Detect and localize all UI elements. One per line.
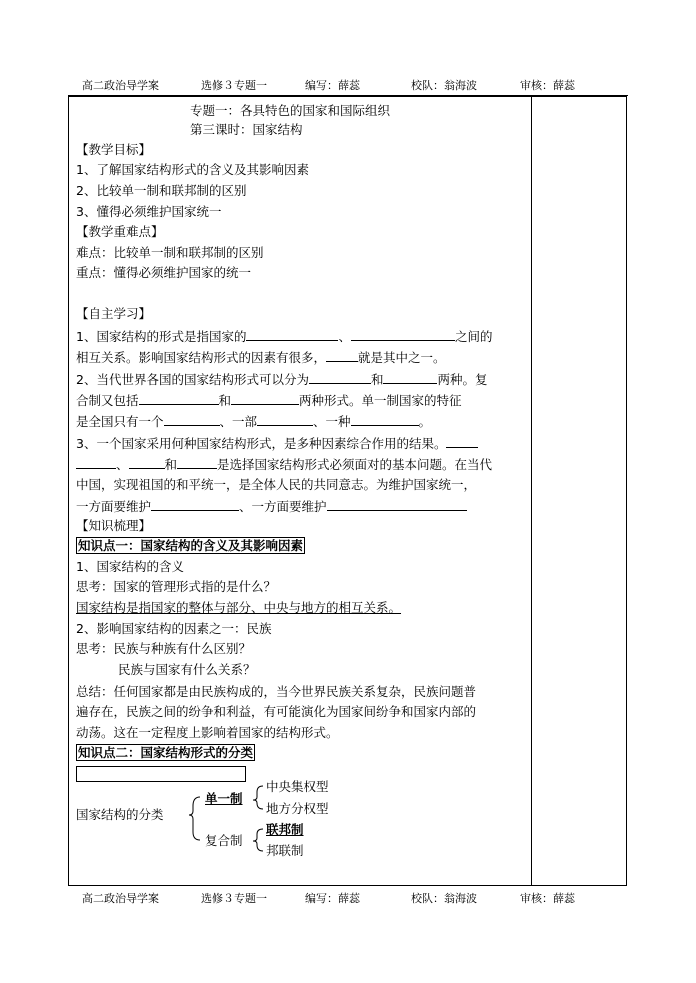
header-reviewer: 校队：翁海波 [411,79,477,92]
knowledge-p1-think: 思考：国家的管理形式指的是什么？ [76,579,277,594]
self-study-q2-line2: 合制又包括 和 两种形式。单一制国家的特征 [76,393,462,408]
tree-unitary-child: 地方分权型 [266,801,329,816]
root-bracket [189,797,200,840]
header-unit: 选修３专题一 [201,79,267,92]
self-study-q1-line1: 1、国家结构的形式是指国家的 、 之间的 [76,329,493,344]
lesson-title: 第三课时：国家结构 [190,122,303,137]
unitary-bracket [253,786,263,809]
objective-item: 2、比较单一制和联邦制的区别 [76,183,247,198]
knowledge-point-2-title: 知识点二：国家结构形式的分类 [78,745,254,760]
footer-editor: 编写：薛蕊 [305,892,360,905]
tree-compound: 复合制 [205,833,243,848]
knowledge-p1-item2: 2、影响国家结构的因素之一：民族 [76,621,272,636]
tree-compound-child: 联邦制 [266,822,304,837]
header-course: 高二政治导学案 [82,79,159,92]
knowledge-point-1-title: 知识点一：国家结构的含义及其影响因素 [78,538,304,553]
tree-unitary-child: 中央集权型 [266,779,329,794]
knowledge-heading: 【知识梳理】 [76,518,152,533]
self-study-q1-line2: 相互关系。影响国家结构形式的因素有很多， 就是其中之一。 [76,350,446,365]
tree-compound-child: 邦联制 [266,843,304,858]
self-study-q2-line3: 是全国只有一个 、一部 、一种 。 [76,414,432,429]
footer-reviewer: 校队：翁海波 [411,892,477,905]
objective-item: 1、了解国家结构形式的含义及其影响因素 [76,162,309,177]
page-footer [68,892,628,908]
key-points-heading: 【教学重难点】 [76,224,164,239]
self-study-q3-line1: 3、一个国家采用何种国家结构形式，是多种因素综合作用的结果。 [76,435,478,452]
knowledge-p1-think3: 民族与国家有什么关系？ [118,662,256,677]
self-study-q2-line1: 2、当代世界各国的国家结构形式可以分为 和 两种。复 [76,372,488,387]
header-editor: 编写：薛蕊 [305,79,360,92]
tree-root: 国家结构的分类 [76,807,164,822]
self-study-q3-line2: 、 和 是选择国家结构形式必须面对的基本问题。在当代 [76,456,492,473]
tree-unitary: 单一制 [205,791,243,806]
objective-item: 3、懂得必须维护国家统一 [76,204,222,219]
summary-line: 总结：任何国家都是由民族构成的，当今世界民族关系复杂，民族问题普 [76,684,477,699]
header-approver: 审核：薛蕊 [520,79,575,92]
self-study-q3-line3: 中国，实现祖国的和平统一，是全体人民的共同意志。为维护国家统一， [76,477,477,492]
topic-title: 专题一：各具特色的国家和国际组织 [190,103,391,118]
footer-unit: 选修３专题一 [201,892,267,905]
key-point: 重点：懂得必须维护国家的统一 [76,265,252,280]
compound-bracket [253,829,263,851]
self-study-q3-line4: 一方面要维护 、一方面要维护 [76,498,467,515]
knowledge-p1-answer: 国家结构是指国家的整体与部分、中央与地方的相互关系。 [76,600,402,615]
difficult-point: 难点：比较单一制和联邦制的区别 [76,245,264,260]
footer-approver: 审核：薛蕊 [520,892,575,905]
self-study-heading: 【自主学习】 [76,306,152,321]
footer-course: 高二政治导学案 [82,892,159,905]
objectives-heading: 【教学目标】 [76,142,152,157]
knowledge-p1-think2: 思考：民族与种族有什么区别？ [76,641,252,656]
summary-line: 动荡。这在一定程度上影响着国家的结构形式。 [76,725,339,740]
summary-line: 遍存在，民族之间的纷争和利益，有可能演化为国家间纷争和国家内部的 [76,704,477,719]
knowledge-p1-item1: 1、国家结构的含义 [76,559,184,574]
